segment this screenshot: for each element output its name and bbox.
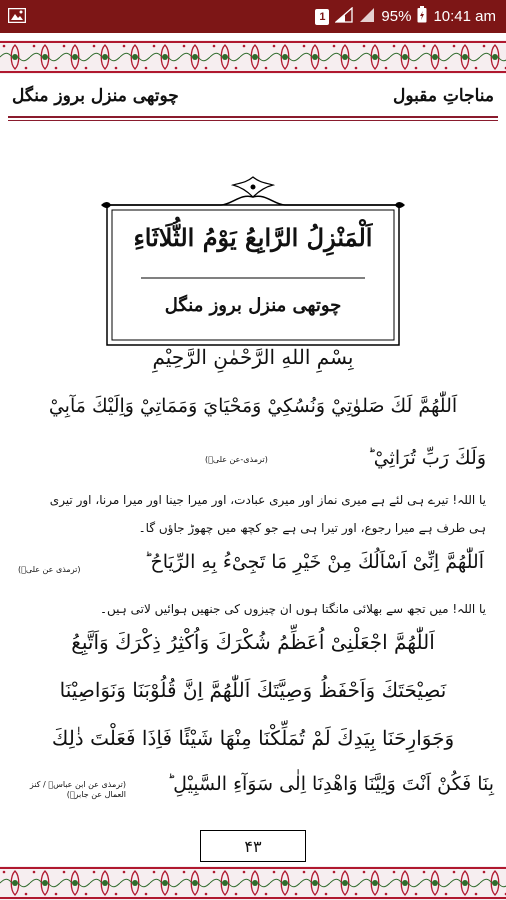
status-bar <box>0 0 506 33</box>
header-divider-thin <box>8 120 498 121</box>
decorative-border-top <box>0 40 506 74</box>
dua1-reference: (ترمذی-عن علیؓ) <box>205 455 268 464</box>
notification-badge: 1 <box>315 9 329 25</box>
decorative-border-bottom <box>0 866 506 900</box>
dua3-line2: نَصِيْحَتَكَ وَاَحْفَظُ وَصِيَّتَكَ اَللّٰهُمَّ اِنَّ قُلُوْبَنَا وَنَوَاصِيْنَا <box>59 678 447 702</box>
page-content <box>0 125 506 856</box>
dua2-line1: اَللّٰهُمَّ اِنِّیْ اَسْاَلُكَ مِنْ خَيْرِ مَا تَجِیْءُ بِهِ الرِّيَاحُ ؕ <box>144 551 484 573</box>
dua3-line1: اَللّٰهُمَّ اجْعَلْنِیْ اُعَظِّمُ شُكْرَكَ وَاُكْثِرُ ذِكْرَكَ وَاَتَّبِعُ <box>71 630 435 654</box>
gallery-icon <box>8 8 26 23</box>
dua3-line4: بِنَا فَكُنْ اَنْتَ وَلِيَّنَا وَاهْدِنَا اِلٰى سَوَآءِ السَّبِيْلِ ؕ <box>167 773 494 795</box>
page-number-text: ۴۳ <box>244 836 262 856</box>
page-header <box>0 80 506 122</box>
dua2-translation: یا اللہ! میں تجھ سے بھلائی مانگتا ہوں ان چیزوں کی جنھیں ہوائیں لاتی ہیں۔ <box>99 602 486 616</box>
dua1-line2: وَلَكَ رَبِّ تُرَاثِيْ ؕ <box>367 447 486 469</box>
dua3-line3: وَجَوَارِحَنَا بِيَدِكَ لَمْ تُمَلِّكْنَا مِنْهَا شَيْئًا فَاِذَا فَعَلْتَ ذٰلِكَ <box>51 726 455 750</box>
manzil-title-frame <box>101 175 405 316</box>
dua1-translation-2: ہی طرف ہے میرا رجوع، اور تیرا ہی ہے جو کچھ میں چھوڑ جاؤں گا۔ <box>138 521 486 535</box>
chapter-title: چوتھی منزل بروز منگل <box>12 86 179 106</box>
battery-icon <box>417 6 427 27</box>
dua1-translation-1: یا اللہ! تیرے ہی لئے ہے میری نماز اور میری عبادت، اور میرا جینا اور میرا مرنا، اور تیری <box>49 493 486 507</box>
title-arabic: اَلْمَنْزِلُ الرَّابِعُ يَوْمُ الثُّلَاثَاءِ <box>133 223 373 252</box>
header-divider <box>8 116 498 118</box>
dua3-reference: (ترمذی عن ابن عباسؓ / کنز العمال عن جابرؓ) <box>29 780 126 799</box>
wifi-signal-icon <box>359 7 375 27</box>
clock: 10:41 am <box>433 8 496 25</box>
dua2-reference: (ترمذی عن علیؓ) <box>18 565 81 574</box>
signal-icon <box>335 7 353 27</box>
title-urdu: چوتھی منزل بروز منگل <box>164 295 342 316</box>
dua1-line1: اَللّٰهُمَّ لَكَ صَلوٰتِيْ وَنُسُكِيْ وَمَحْيَايَ وَمَمَاتِيْ وَاِلَيْكَ مَآبِيْ <box>48 395 458 417</box>
ornamental-frame-icon <box>101 175 405 355</box>
page-number <box>200 830 306 862</box>
bismillah: بِسْمِ اللهِ الرَّحْمٰنِ الرَّحِيْمِ <box>152 345 354 369</box>
battery-percent: 95% <box>381 8 412 25</box>
book-title: مناجاتِ مقبول <box>393 86 494 106</box>
